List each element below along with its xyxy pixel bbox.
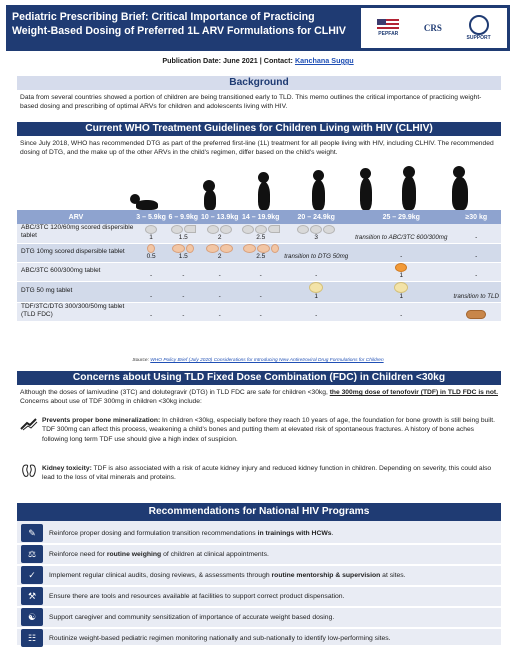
infant-head-icon <box>130 194 140 204</box>
dose-cell: 0.5 <box>135 243 167 262</box>
arv-name: DTG 50 mg tablet <box>17 281 135 302</box>
yellow-tablet-icon <box>394 282 408 293</box>
dose-cell: - <box>240 302 281 321</box>
list-item: ⚒ Ensure there are tools and resources available at facilities to support correct product dispensation. <box>17 586 501 606</box>
half-tablet-icon <box>186 244 194 253</box>
dose-cell: - <box>135 262 167 281</box>
dose-cell: - <box>452 243 502 262</box>
table-row <box>17 281 501 302</box>
dose-cell: 2.5 <box>240 243 281 262</box>
scale-icon: ⚖ <box>21 545 43 563</box>
column-header: 20 – 24.9kg <box>281 210 351 224</box>
teen-backpack-icon <box>452 177 468 210</box>
arv-name: ABC/3TC 120/60mg scored dispersible tablet <box>17 224 135 243</box>
dose-cell <box>452 302 502 321</box>
round-tablet-icon <box>145 225 157 234</box>
page-title: Pediatric Prescribing Brief: Critical Importance of Practicing Weight-Based Dosing of Preferred 1L ARV Formulations for CLHIV <box>12 11 346 37</box>
dispersible-tablet-icon <box>243 244 256 253</box>
kidney-concern: Kidney toxicity: TDF is also associated with a risk of acute kidney injury and reduced kidney function in children. Depending on severity, this could also lead to the loss of vital minerals and proteins. <box>42 465 492 482</box>
dose-cell: 2.5 <box>240 224 281 243</box>
dose-cell: - <box>167 281 199 302</box>
dose-cell: - <box>199 262 240 281</box>
dose-cell: 1.5 <box>167 224 199 243</box>
dose-cell: 1 <box>135 224 167 243</box>
orange-tablet-icon <box>395 263 407 272</box>
column-header: 25 – 29.9kg <box>351 210 451 224</box>
monitoring-icon: ☷ <box>21 629 43 647</box>
child-icon <box>258 182 270 210</box>
tld-tablet-icon <box>466 310 486 319</box>
round-tablet-icon <box>255 225 267 234</box>
column-header: ARV <box>17 210 135 224</box>
half-tablet-icon <box>271 244 279 253</box>
half-tablet-icon <box>184 225 196 233</box>
support-logo: SUPPORT <box>467 15 491 41</box>
column-header: 3 – 5.9kg <box>135 210 167 224</box>
dose-cell: 1 <box>281 281 351 302</box>
arv-name: ABC/3TC 600/300mg tablet <box>17 262 135 281</box>
list-item: ✎ Reinforce proper dosing and formulation transition recommendations in trainings with HCWs. <box>17 523 501 543</box>
half-tablet-icon <box>147 244 155 253</box>
column-header: 10 – 13.9kg <box>199 210 240 224</box>
recommendations-heading: Recommendations for National HIV Programs <box>17 503 501 521</box>
round-tablet-icon <box>207 225 219 234</box>
children-silhouettes <box>84 166 496 210</box>
column-header: 6 – 9.9kg <box>167 210 199 224</box>
preteen-icon <box>402 176 416 210</box>
child-running-icon <box>312 180 325 210</box>
contact-link[interactable]: Kanchana Suggu <box>294 56 354 65</box>
concerns-heading: Concerns about Using TLD Fixed Dose Combination (FDC) in Children <30kg <box>17 371 501 385</box>
dose-cell: transition to DTG 50mg <box>281 243 351 262</box>
child-head-icon <box>258 172 269 183</box>
dose-cell: - <box>281 302 351 321</box>
round-tablet-icon <box>323 225 335 234</box>
dose-cell: - <box>135 281 167 302</box>
dose-cell: - <box>351 243 451 262</box>
dose-cell: - <box>240 281 281 302</box>
dosing-table <box>17 210 501 322</box>
audit-icon: ✓ <box>21 566 43 584</box>
round-tablet-icon <box>171 225 183 234</box>
bone-icon <box>20 417 38 431</box>
list-item: ☷ Routinize weight-based pediatric regimen monitoring nationally and sub-nationally to identify low-performing sites. <box>17 628 501 648</box>
dose-cell: 2 <box>199 224 240 243</box>
source-citation: Source: WHO Policy Brief (July 2020) Considerations for Introducing New Antiretroviral Drug Formulations for Children <box>132 358 384 363</box>
recommendations-list <box>17 521 501 645</box>
dose-cell: - <box>199 281 240 302</box>
round-tablet-icon <box>220 225 232 234</box>
child-walking-icon <box>360 178 372 210</box>
dose-cell: 1.5 <box>167 243 199 262</box>
preteen-head-icon <box>403 166 415 178</box>
training-icon: ✎ <box>21 524 43 542</box>
kidney-icon <box>21 463 37 479</box>
partner-logos <box>361 8 507 48</box>
source-link[interactable]: WHO Policy Brief (July 2020) Considerations for Introducing New Antiretroviral Drug Formulations for Children <box>150 358 384 363</box>
list-item: ✓ Implement regular clinical audits, dosing reviews, & assessments through routine mentorship & supervision at sites. <box>17 565 501 585</box>
dose-cell: 3 <box>281 224 351 243</box>
round-tablet-icon <box>310 225 322 234</box>
dose-cell: transition to ABC/3TC 600/300mg <box>351 224 451 243</box>
teen-head-icon <box>453 166 465 178</box>
dose-cell: - <box>452 224 502 243</box>
pepfar-logo: PEPFAR <box>377 19 399 37</box>
table-row <box>17 243 501 262</box>
background-heading: Background <box>17 76 501 90</box>
dose-cell: - <box>351 302 451 321</box>
background-text: Data from several countries showed a portion of children are being transitioned early to TLD. This memo outlines the critical importance of practicing weight-based dosing and prescribing of optimal ARVs for children and adolescents living with HIV. <box>20 94 482 111</box>
dispersible-tablet-icon <box>257 244 270 253</box>
round-tablet-icon <box>297 225 309 234</box>
table-row <box>17 224 501 243</box>
crs-logo: CRS <box>423 23 442 33</box>
guidelines-text: Since July 2018, WHO has recommended DTG as part of the preferred first-line (1L) treatment for all people living with HIV, including CLHIV. The recommended dosing of DTG, and the make up of the other ARVs in the child's regimen, differ based on the child's weight. <box>20 140 494 157</box>
dispersible-tablet-icon <box>220 244 233 253</box>
column-header: 14 – 19.9kg <box>240 210 281 224</box>
guidelines-heading: Current WHO Treatment Guidelines for Children Living with HIV (CLHIV) <box>17 122 501 136</box>
dose-cell: 1 <box>351 281 451 302</box>
column-header: ≥30 kg <box>452 210 502 224</box>
table-header-row <box>17 210 501 224</box>
publication-line: Publication Date: June 2021 | Contact: Kanchana Suggu <box>162 56 354 65</box>
table-row <box>17 262 501 281</box>
child-walking-head-icon <box>360 168 371 179</box>
community-icon: ☯ <box>21 608 43 626</box>
bone-concern: Prevents proper bone mineralization: In children <30kg, especially before they reach 10 years of age, the foundation for bone growth is still being built. TDF 300mg can affect this process, weakening a child's bones and putting them at elevated risk of spontaneous fractures. A history of bone aches following long term TDF use should give a high index of suspicion. <box>42 417 495 443</box>
toddler-icon <box>204 190 216 210</box>
round-tablet-icon <box>242 225 254 234</box>
list-item: ☯ Support caregiver and community sensitization of importance of accurate weight based dosing. <box>17 607 501 627</box>
toddler-head-icon <box>203 180 215 192</box>
dose-cell: 1 <box>351 262 451 281</box>
ring-icon <box>469 15 489 35</box>
dose-cell: - <box>281 262 351 281</box>
table-row <box>17 302 501 321</box>
dose-cell: - <box>452 262 502 281</box>
arv-name: TDF/3TC/DTG 300/300/50mg tablet (TLD FDC) <box>17 302 135 321</box>
half-tablet-icon <box>268 225 280 233</box>
child-running-head-icon <box>313 170 324 181</box>
dose-cell: - <box>167 262 199 281</box>
list-item: ⚖ Reinforce need for routine weighing of children at clinical appointments. <box>17 544 501 564</box>
concerns-intro: Although the doses of lamivudine (3TC) and dolutegravir (DTG) in TLD FDC are safe for children <30kg, the 300mg dose of tenofovir (TDF) in TLD FDC is not. Concerns about use of TDF 300mg in children <30kg include: <box>20 389 499 406</box>
dose-cell: 2 <box>199 243 240 262</box>
tools-icon: ⚒ <box>21 587 43 605</box>
dose-cell: - <box>199 302 240 321</box>
yellow-tablet-icon <box>309 282 323 293</box>
dispersible-tablet-icon <box>172 244 185 253</box>
dose-cell: - <box>167 302 199 321</box>
dose-cell: transition to TLD <box>452 281 502 302</box>
dose-cell: - <box>135 302 167 321</box>
dose-cell: - <box>240 262 281 281</box>
header-banner <box>6 5 510 51</box>
dispersible-tablet-icon <box>206 244 219 253</box>
arv-name: DTG 10mg scored dispersible tablet <box>17 243 135 262</box>
us-flag-icon <box>377 19 399 31</box>
